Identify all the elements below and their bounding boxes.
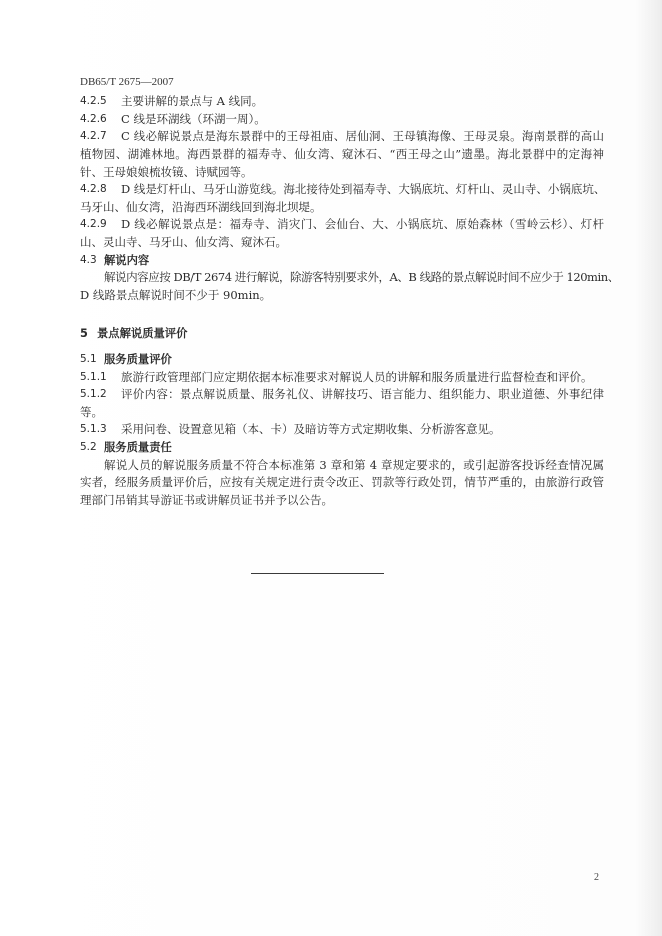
clause-4-2-5 <box>80 93 604 111</box>
paragraph-line: D 线路景点解说时间不少于 90min。 <box>80 287 272 302</box>
clause-5-1-2 <box>80 386 604 421</box>
page-body <box>80 93 619 509</box>
clause-text-line: 植物园、湖滩林地。海西景群的福寿寺、仙女湾、窥沐石、“西王母之山”遗墨。海北景群中的定海神 <box>80 146 604 161</box>
chapter-5 <box>80 325 604 343</box>
clause-number: 4.2.9 <box>80 218 107 231</box>
paragraph-line: 实者，经服务质量评价后，应按有关规定进行责令改正、罚款等行政处罚，情节严重的，由旅游行政管 <box>80 475 604 490</box>
clause-text-line: C 线必解说景点是海东景群中的王母祖庙、居仙洞、王母镇海像、王母灵泉。海南景群的高山 <box>121 129 604 144</box>
section-5-1 <box>80 351 604 439</box>
section-4-3 <box>80 252 619 305</box>
section-5-2 <box>80 439 604 509</box>
clause-text-line: C 线是环湖线（环湖一周）。 <box>121 111 266 126</box>
clause-first-line <box>80 111 604 129</box>
section-heading <box>80 351 604 369</box>
clause-number: 4.2.8 <box>80 183 107 196</box>
clause-text-line: 等。 <box>80 404 103 419</box>
clause-first-line <box>80 216 604 234</box>
standard-code: DB65/T 2675—2007 <box>80 76 174 88</box>
clause-4-2-7 <box>80 128 604 181</box>
clause-first-line <box>80 181 604 199</box>
paragraph-line: 解说人员的解说服务质量不符合本标准第 3 章和第 4 章规定要求的，或引起游客投诉经查情况属 <box>104 457 604 472</box>
clause-text-line: 采用问卷、设置意见箱（本、卡）及暗访等方式定期收集、分析游客意见。 <box>121 422 501 437</box>
section-heading <box>80 252 604 270</box>
section-number: 4.3 <box>80 253 97 266</box>
clause-text-line: 马牙山、仙女湾，沿海西环湖线回到海北坝堤。 <box>80 199 322 214</box>
chapter-number: 5 <box>80 327 88 341</box>
section-title: 服务质量评价 <box>104 353 172 367</box>
clause-first-line <box>80 421 604 439</box>
clause-number: 4.2.7 <box>80 130 107 143</box>
clause-5-1-1 <box>80 369 604 387</box>
page-number: 2 <box>594 872 599 883</box>
clause-first-line <box>80 386 604 404</box>
paragraph-line: 解说内容应按 DB/T 2674 进行解说，除游客特别要求外，A、B 线路的景点解说时间不应少于 120min、 <box>104 270 619 285</box>
section-heading <box>80 439 604 457</box>
clause-first-line <box>80 369 604 387</box>
clause-4-2-8 <box>80 181 604 216</box>
section-title: 解说内容 <box>104 253 150 267</box>
clause-text-line: D 线是灯杆山、马牙山游览线。海北接待处到福寿寺、大锅底坑、灯杆山、灵山寺、小锅底坑、 <box>121 182 606 197</box>
clause-number: 5.1.3 <box>80 423 107 436</box>
chapter-title: 景点解说质量评价 <box>97 327 188 341</box>
clause-first-line <box>80 93 604 111</box>
clause-text-line: 主要讲解的景点与 A 线同。 <box>121 94 264 109</box>
section-number: 5.1 <box>80 353 97 366</box>
clause-number: 5.1.2 <box>80 388 107 401</box>
clause-text-line: 山、灵山寺、马牙山、仙女湾、窥沐石。 <box>80 234 287 249</box>
clause-4-2-9 <box>80 216 604 251</box>
clause-number: 4.2.6 <box>80 112 107 125</box>
clause-first-line <box>80 128 604 146</box>
paragraph-line: 理部门吊销其导游证书或讲解员证书并予以公告。 <box>80 492 333 507</box>
clause-text-line: 评价内容：景点解说质量、服务礼仪、讲解技巧、语言能力、组织能力、职业道德、外事纪律 <box>121 387 604 402</box>
chapter-heading <box>80 325 604 343</box>
section-number: 5.2 <box>80 441 97 454</box>
clause-4-2-6 <box>80 111 604 129</box>
clause-text-line: D 线必解说景点是：福寿寺、消灾门、会仙台、大、小锅底坑、原始森林（雪岭云杉）、灯杆 <box>121 217 604 232</box>
clause-text-line: 针、王母娘娘梳妆镜、诗赋园等。 <box>80 164 253 179</box>
clause-number: 4.2.5 <box>80 95 107 108</box>
section-title: 服务质量责任 <box>104 441 172 455</box>
clause-number: 5.1.1 <box>80 370 107 383</box>
end-of-text-rule <box>251 573 384 574</box>
clause-text-line: 旅游行政管理部门应定期依据本标准要求对解说人员的讲解和服务质量进行监督检查和评价。 <box>121 369 593 384</box>
clause-5-1-3 <box>80 421 604 439</box>
